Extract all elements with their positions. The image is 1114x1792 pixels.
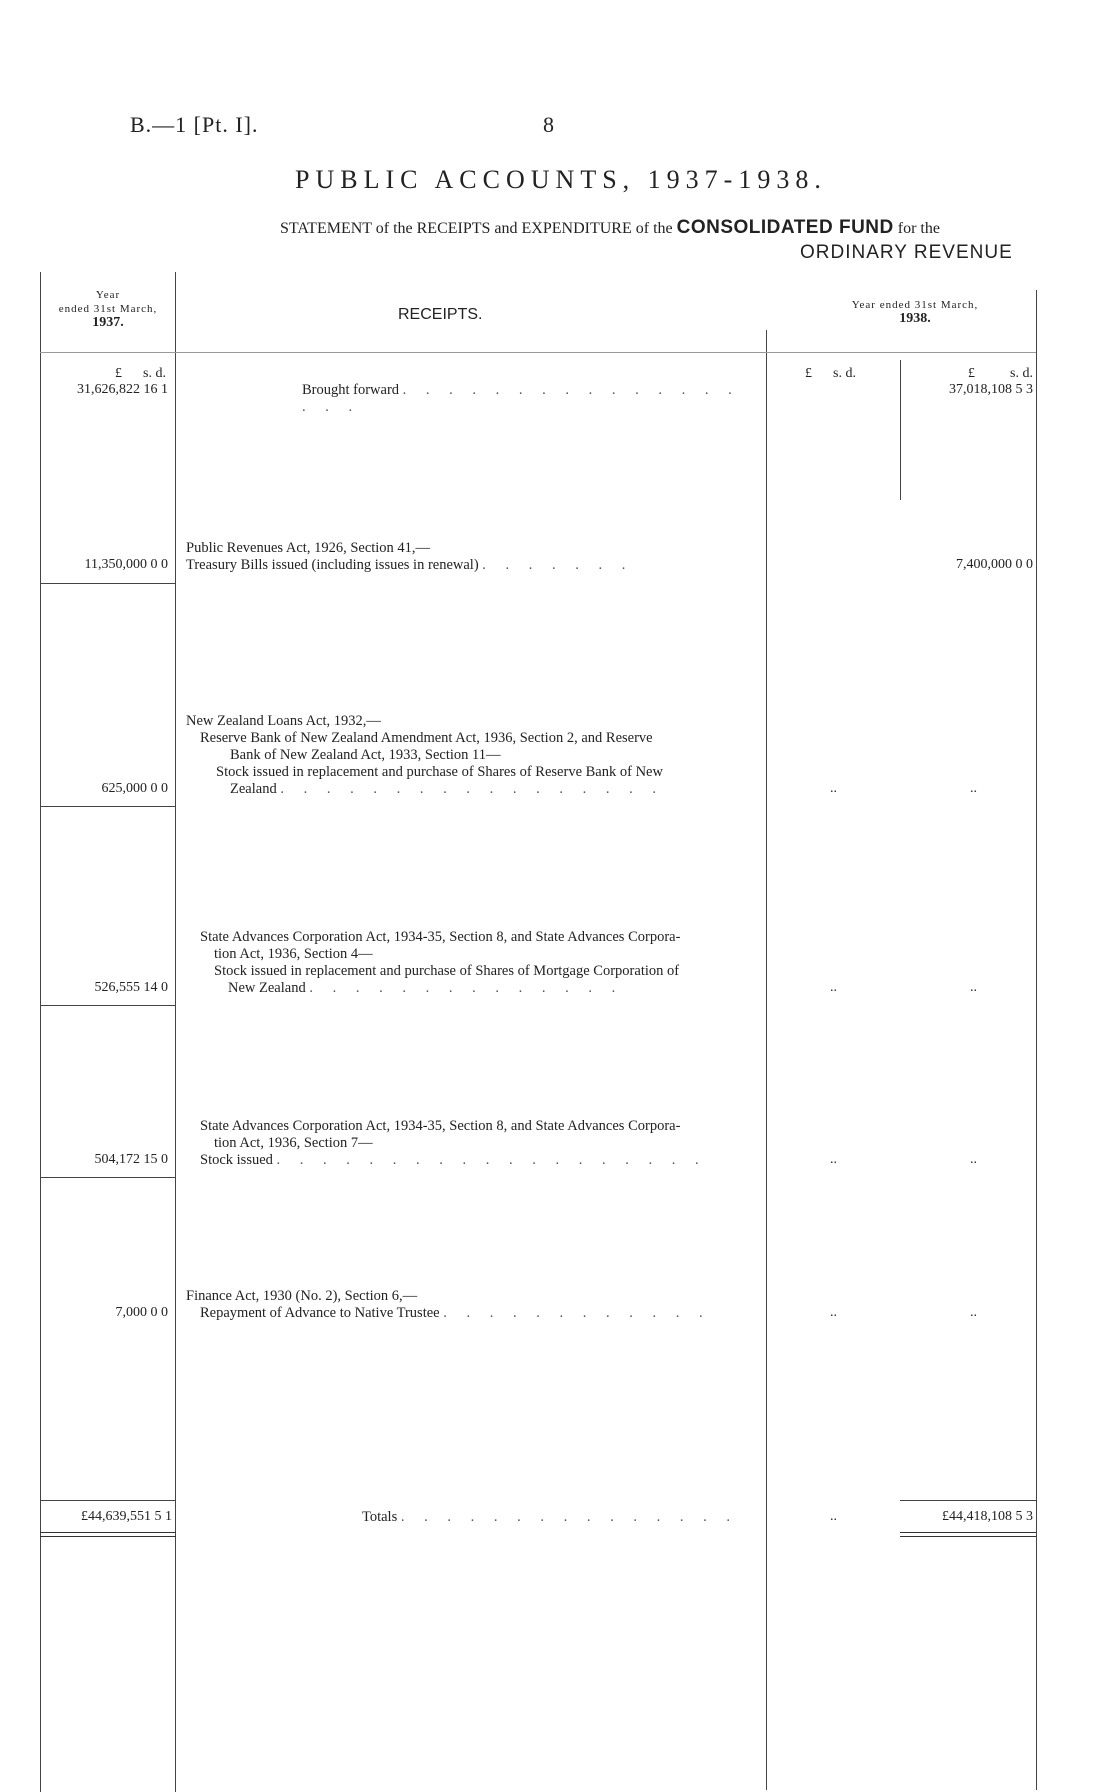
prev-year-column-divider — [175, 272, 176, 1792]
page-number: 8 — [543, 112, 554, 137]
statement-suffix: for the — [897, 220, 940, 237]
treasury-heading: Public Revenues Act, 1926, Section 41,— — [186, 540, 431, 556]
finance-act-line: Repayment of Advance to Native Trustee . . . . . . . . . . . . — [200, 1305, 711, 1321]
statement-heading — [280, 217, 940, 239]
totals-double-rule-prev — [40, 1532, 176, 1537]
sac-stock-line-2: tion Act, 1936, Section 7— — [214, 1135, 373, 1151]
finance-act-desc — [186, 1288, 761, 1322]
treasury-prev: 11,350,000 0 0 — [84, 557, 168, 572]
nz-loans-cur-total: .. — [970, 781, 977, 796]
table-right-border — [1036, 290, 1037, 1790]
totals-top-rule-prev — [40, 1500, 176, 1501]
sac-stock-prev: 504,172 15 0 — [94, 1152, 168, 1167]
sac-stock-cur-detail: .. — [830, 1152, 837, 1167]
page-reference: B.—1 [Pt. I]. — [130, 112, 259, 137]
statement-prefix: STATEMENT of the RECEIPTS and EXPENDITURE of the — [280, 220, 673, 237]
nz-loans-cur-detail: .. — [830, 781, 837, 796]
prev-year-column-header — [42, 288, 174, 330]
sac-mortgage-cur-total: .. — [970, 980, 977, 995]
table-left-border — [40, 272, 41, 1792]
sac-mortgage-line-3: Stock issued in replacement and purchase of Shares of Mortgage Corporation of — [214, 963, 680, 979]
totals-cur-detail: .. — [830, 1509, 837, 1524]
totals-double-rule-cur — [900, 1532, 1036, 1537]
cur-year-column-header — [800, 298, 1030, 326]
nz-loans-prev: 625,000 0 0 — [101, 781, 168, 796]
leader-dots: . . . . . . . . . . . . . . . . . . — [302, 382, 740, 415]
cur-detail-unit-header: £ s. d. — [805, 366, 856, 381]
nz-loans-heading: New Zealand Loans Act, 1932,— — [186, 713, 381, 729]
header-rule — [40, 352, 1036, 353]
prev-year-value: 1937. — [92, 315, 124, 330]
treasury-line: Treasury Bills issued (including issues in renewal) . . . . . . . — [186, 557, 634, 573]
treasury-rule — [40, 583, 176, 584]
sac-mortgage-cur-detail: .. — [830, 980, 837, 995]
treasury-cur-total: 7,400,000 0 0 — [956, 557, 1033, 572]
sac-mortgage-prev: 526,555 14 0 — [94, 980, 168, 995]
brought-forward-desc — [302, 382, 762, 416]
nz-loans-line-3: Stock issued in replacement and purchase of Shares of Reserve Bank of New — [216, 764, 663, 780]
nz-loans-line-4: Zealand . . . . . . . . . . . . . . . . . — [230, 781, 664, 797]
sac-mortgage-line-2: tion Act, 1936, Section 4— — [214, 946, 373, 962]
cur-total-unit-header: £ s. d. — [968, 366, 1033, 381]
sac-stock-desc — [200, 1118, 760, 1169]
sac-mortgage-rule — [40, 1005, 176, 1006]
totals-prev: £44,639,551 5 1 — [81, 1509, 172, 1524]
nz-loans-desc — [186, 713, 761, 798]
leader-dots: . . . . . . . . . . . . . . . — [400, 1509, 738, 1525]
nz-loans-line-1: Reserve Bank of New Zealand Amendment Act, 1936, Section 2, and Reserve — [200, 730, 653, 746]
cur-year-value: 1938. — [899, 311, 931, 326]
nz-loans-line-2: Bank of New Zealand Act, 1933, Section 11— — [230, 747, 501, 763]
brought-forward-label: Brought forward — [302, 382, 400, 398]
sac-stock-line-1: State Advances Corporation Act, 1934-35, Section 8, and State Advances Corpora- — [200, 1118, 681, 1134]
sac-stock-cur-total: .. — [970, 1152, 977, 1167]
finance-act-cur-detail: .. — [830, 1305, 837, 1320]
finance-act-heading: Finance Act, 1930 (No. 2), Section 6,— — [186, 1288, 418, 1304]
totals-top-rule-cur — [900, 1500, 1036, 1501]
prev-unit-header: £ s. d. — [115, 366, 166, 381]
totals-label: Totals — [362, 1509, 398, 1525]
sac-mortgage-desc — [200, 929, 760, 997]
totals-desc — [362, 1509, 762, 1526]
sac-stock-line-3: Stock issued . . . . . . . . . . . . . . . . . . . — [200, 1152, 707, 1168]
cur-year-subcolumn-divider — [900, 360, 901, 500]
sac-stock-rule — [40, 1177, 176, 1178]
finance-act-prev: 7,000 0 0 — [115, 1305, 168, 1320]
prev-year-label-2: ended 31st March, — [58, 303, 158, 315]
prev-year-label-1: Year — [95, 289, 121, 301]
treasury-desc — [186, 540, 761, 574]
receipts-column-header: RECEIPTS. — [398, 306, 483, 323]
totals-cur-total: £44,418,108 5 3 — [942, 1509, 1033, 1524]
nz-loans-rule — [40, 806, 176, 807]
brought-forward-prev: 31,626,822 16 1 — [77, 382, 168, 397]
sac-mortgage-line-1: State Advances Corporation Act, 1934-35, Section 8, and State Advances Corpora- — [200, 929, 681, 945]
statement-fund: CONSOLIDATED FUND — [676, 217, 894, 238]
page-title: PUBLIC ACCOUNTS, 1937-1938. — [295, 165, 827, 194]
brought-forward-cur-total: 37,018,108 5 3 — [949, 382, 1033, 397]
receipts-column-divider — [766, 330, 767, 1790]
finance-act-cur-total: .. — [970, 1305, 977, 1320]
ordinary-revenue-heading: ORDINARY REVENUE — [800, 242, 1013, 263]
sac-mortgage-line-4: New Zealand . . . . . . . . . . . . . . — [228, 980, 624, 996]
cur-year-label: Year ended 31st March, — [851, 299, 979, 311]
